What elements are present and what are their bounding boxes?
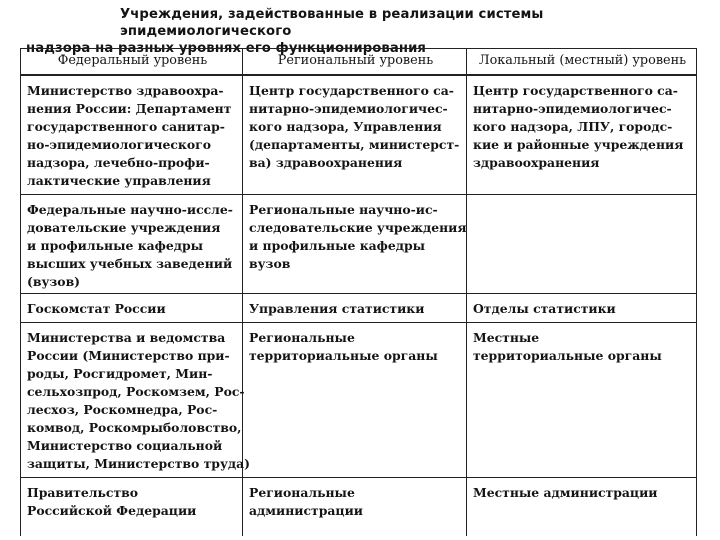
table-row [21, 294, 697, 323]
cell-local [467, 75, 697, 195]
cell-line: лактические управления [27, 173, 211, 188]
cell-line: надзора, лечебно-профи- [27, 155, 210, 170]
cell-line: Центр государственного са- [249, 83, 454, 98]
cell-line: следовательские учреждения [249, 220, 467, 235]
cell-line: администрации [249, 503, 363, 518]
header-local-level: Локальный (местный) уровень [467, 49, 697, 76]
cell-local-empty [467, 195, 697, 294]
cell-line: Центр государственного са- [473, 83, 678, 98]
cell-line: нения России: Департамент [27, 101, 232, 116]
cell-line: лесхоз, Роскомнедра, Рос- [27, 402, 218, 417]
cell-line: высших учебных заведений [27, 256, 233, 271]
cell-federal [21, 195, 243, 294]
cell-regional [243, 195, 467, 294]
table-header-row [21, 49, 697, 76]
table-row [21, 75, 697, 195]
cell-line: но-эпидемиологического [27, 137, 211, 152]
table-row [21, 478, 697, 537]
cell-line: Министерства и ведомства [27, 330, 226, 345]
cell-line: довательские учреждения [27, 220, 221, 235]
cell-line: здравоохранения [473, 155, 600, 170]
cell-line: Федеральные научно-иссле- [27, 202, 233, 217]
table-row [21, 195, 697, 294]
header-regional-level: Региональный уровень [243, 49, 467, 76]
table-row [21, 323, 697, 478]
cell-line: ва) здравоохранения [249, 155, 403, 170]
cell-line: территориальные органы [249, 348, 438, 363]
cell-line: Госкомстат России [27, 301, 166, 316]
cell-line: защиты, Министерство труда) [27, 456, 251, 471]
cell-federal [21, 294, 243, 323]
cell-line: нитарно-эпидемиологичес- [473, 101, 672, 116]
cell-line: вузов [249, 256, 291, 271]
cell-line: государственного санитар- [27, 119, 225, 134]
cell-line: (департаменты, министерст- [249, 137, 460, 152]
cell-line: Отделы статистики [473, 301, 616, 316]
cell-line: Министерство социальной [27, 438, 223, 453]
cell-line: Региональные научно-ис- [249, 202, 438, 217]
cell-line: Правительство [27, 485, 138, 500]
cell-line: и профильные кафедры [249, 238, 426, 253]
title-line-1: Учреждения, задействованные в реализации системы эпидемиологического [120, 7, 544, 39]
cell-line: комвод, Роскомрыболовство, [27, 420, 242, 435]
cell-federal [21, 75, 243, 195]
cell-line: роды, Росгидромет, Мин- [27, 366, 213, 381]
cell-line: сельхозпрод, Роскомзем, Рос- [27, 384, 245, 399]
cell-line: кого надзора, Управления [249, 119, 442, 134]
cell-federal [21, 478, 243, 537]
cell-federal [21, 323, 251, 478]
cell-local [467, 294, 697, 323]
cell-regional [243, 75, 467, 195]
cell-regional [243, 323, 467, 478]
cell-line: Местные [473, 330, 540, 345]
title-line-2: надзора на разных уровнях его функционирования [26, 41, 426, 56]
cell-regional [243, 478, 467, 537]
header-federal-level: Федеральный уровень [21, 49, 243, 76]
cell-line: (вузов) [27, 274, 81, 289]
cell-line: Управления статистики [249, 301, 425, 316]
cell-line: России (Министерство при- [27, 348, 230, 363]
cell-regional [243, 294, 467, 323]
cell-line: территориальные органы [473, 348, 662, 363]
cell-line: кого надзора, ЛПУ, городс- [473, 119, 673, 134]
cell-line: Региональные [249, 330, 355, 345]
institutions-table [20, 48, 697, 536]
cell-line: кие и районные учреждения [473, 137, 684, 152]
cell-line: Российской Федерации [27, 503, 197, 518]
cell-line: Министерство здравоохра- [27, 83, 224, 98]
cell-local [467, 478, 697, 537]
cell-line: Местные администрации [473, 485, 658, 500]
cell-local [467, 323, 697, 478]
cell-line: нитарно-эпидемиологичес- [249, 101, 448, 116]
cell-line: Региональные [249, 485, 355, 500]
cell-line: и профильные кафедры [27, 238, 204, 253]
